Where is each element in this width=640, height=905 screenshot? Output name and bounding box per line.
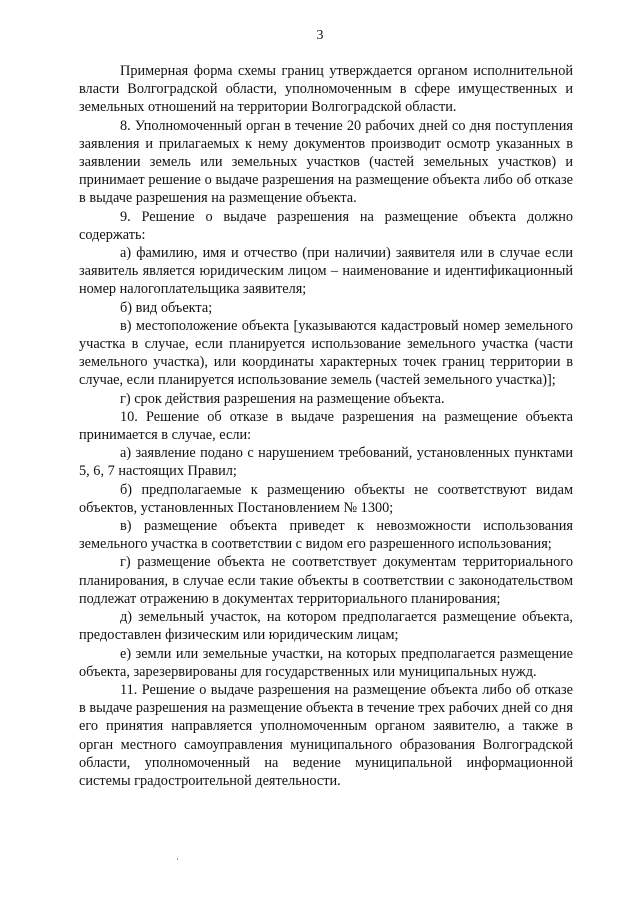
paragraph-10-b: б) предполагаемые к размещению объекты не соответствуют видам объектов, установленных Постановлением № 1300; xyxy=(79,481,573,516)
paragraph-9-g: г) срок действия разрешения на размещение объекта. xyxy=(120,390,445,407)
paragraph-10-v: в) размещение объекта приведет к невозможности использования земельного участка в соответствии с видом его разрешенного использования; xyxy=(79,518,573,553)
scan-speck xyxy=(177,858,178,860)
paragraph-11: 11. Решение о выдаче разрешения на размещение объекта либо об отказе в выдаче разрешения на размещение объекта в течение трех рабочих дней со дня его принятия направляется уполномоченным органом заявителю, а также в орган местного самоуправления муниципального образования Волгоградской области, уполномоченный на ведение муниципальной информационной системы градостроительной деятельности. xyxy=(79,681,573,789)
paragraph-10: 10. Решение об отказе в выдаче разрешения на размещение объекта принимается в случае, если: xyxy=(79,408,573,444)
page-number: 3 xyxy=(316,28,324,43)
document-body xyxy=(79,62,573,790)
paragraph-9: 9. Решение о выдаче разрешения на размещение объекта должно содержать: xyxy=(79,208,573,243)
paragraph-10-e: е) земли или земельные участки, на которых предполагается размещение объекта, зарезервированы для государственных или муниципальных нужд. xyxy=(79,645,573,680)
paragraph-10-a: а) заявление подано с нарушением требований, установленных пунктами 5, 6, 7 настоящих Правил; xyxy=(79,445,573,480)
paragraph-9-a: а) фамилию, имя и отчество (при наличии) заявителя или в случае если заявитель является юридическим лицом – наименование и идентификационный номер налогоплательщика заявителя; xyxy=(79,245,573,298)
paragraph-10-g: г) размещение объекта не соответствует документам территориального планирования, в случае если такие объекты в соответствии с законодательством подлежат отражению в документах территориального планирования; xyxy=(79,554,573,607)
paragraph-9-b: б) вид объекта; xyxy=(120,299,213,316)
paragraph-9-v: в) местоположение объекта [указываются кадастровый номер земельного участка в случае, если планируется использование земельного участка (части земельного участка), или координаты характерных точек границ территории в случае, если планируется использование земель (частей земельного участка)]; xyxy=(79,317,573,389)
paragraph-8: 8. Уполномоченный орган в течение 20 рабочих дней со дня поступления заявления и прилагаемых к нему документов производит осмотр указанных в заявлении земель или земельных участков (частей земельных участков) и принимает решение о выдаче разрешения на размещение объекта либо об отказе в выдаче разрешения на размещение объекта. xyxy=(79,117,573,207)
paragraph-10-d: д) земельный участок, на котором предполагается размещение объекта, предоставлен физическим или юридическим лицам; xyxy=(79,609,573,644)
paragraph-schema-approval: Примерная форма схемы границ утверждается органом исполнительной власти Волгоградской области, уполномоченным в сфере имущественных и земельных отношений на территории Волгоградской области. xyxy=(79,63,573,116)
